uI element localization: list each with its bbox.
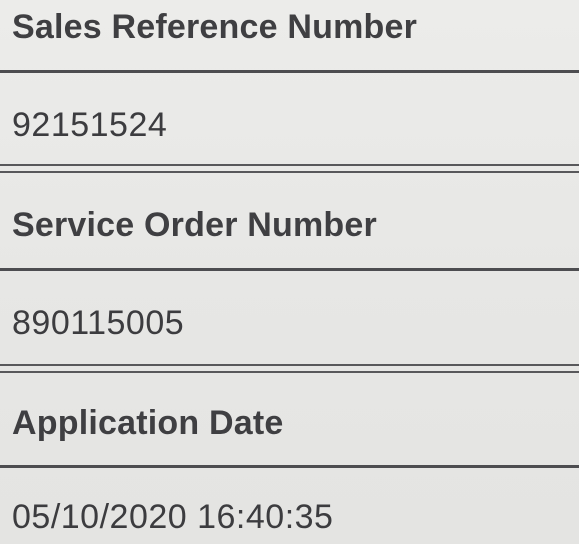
sales-reference-number-value: 92151524 bbox=[12, 106, 168, 144]
application-date-label: Application Date bbox=[12, 404, 284, 442]
divider bbox=[0, 268, 579, 271]
divider bbox=[0, 371, 579, 373]
divider bbox=[0, 70, 579, 73]
divider bbox=[0, 164, 579, 166]
application-date-value: 05/10/2020 16:40:35 bbox=[12, 498, 334, 536]
divider bbox=[0, 364, 579, 366]
divider bbox=[0, 465, 579, 468]
service-order-number-value: 890115005 bbox=[12, 304, 185, 342]
divider bbox=[0, 171, 579, 173]
sales-reference-number-label: Sales Reference Number bbox=[12, 8, 418, 46]
service-order-number-label: Service Order Number bbox=[12, 206, 377, 244]
